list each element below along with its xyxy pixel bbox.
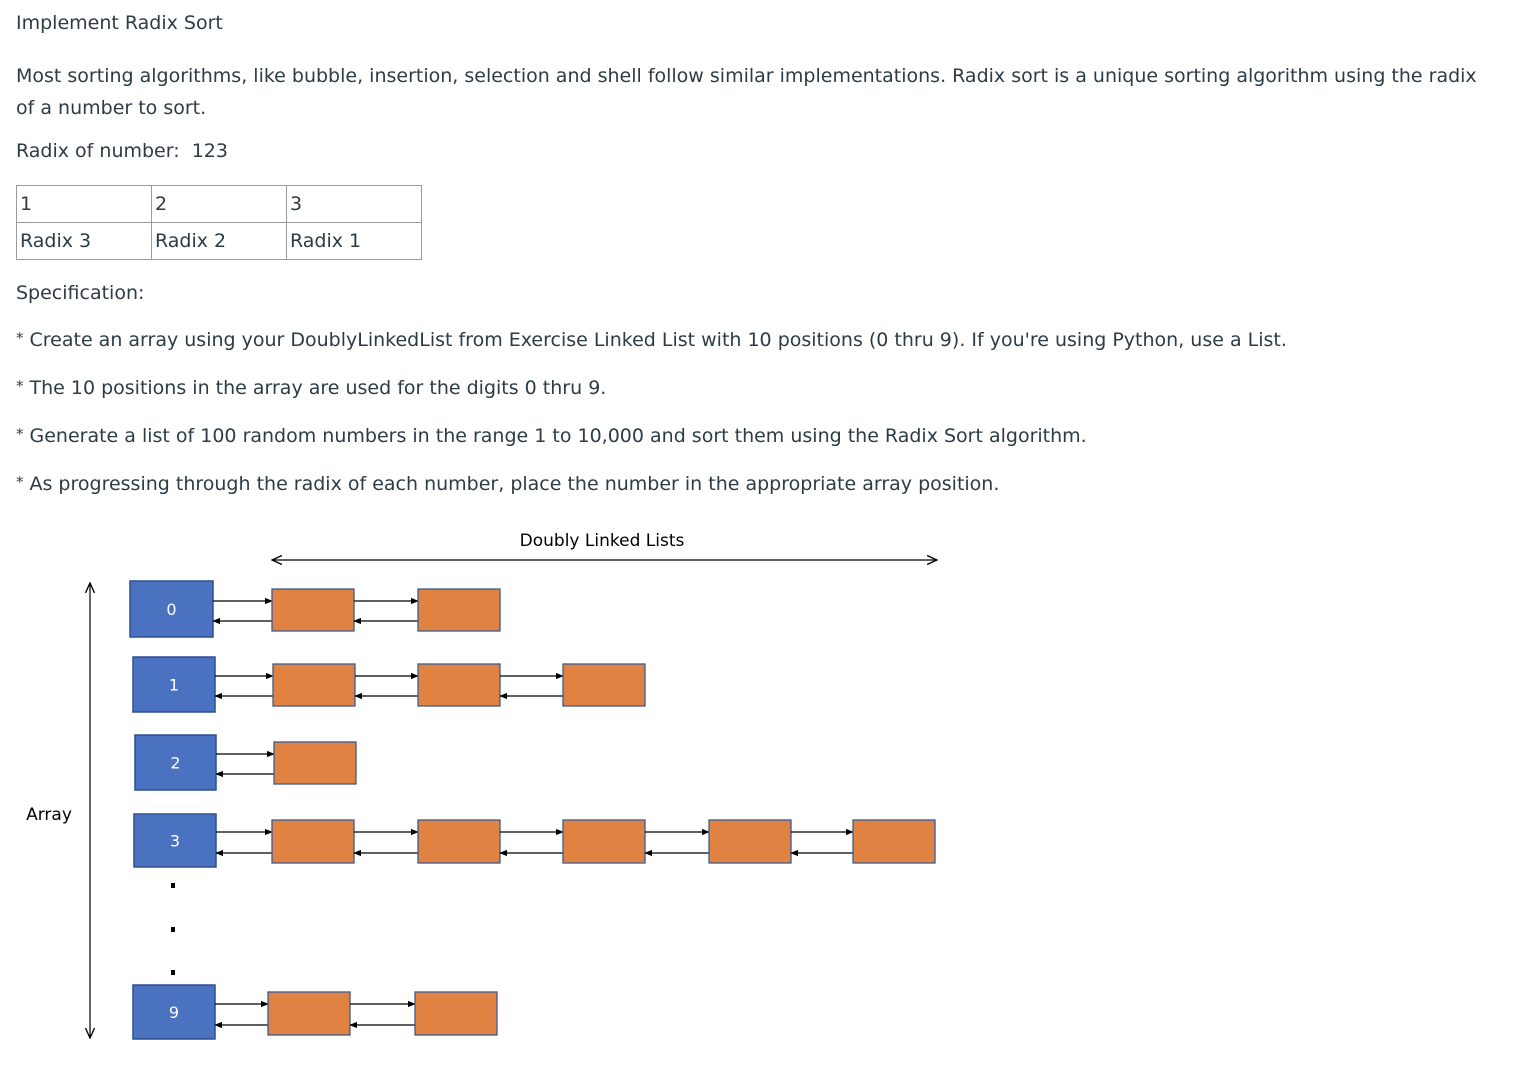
linked-list-node [274, 742, 356, 784]
array-index-label: 9 [168, 1003, 180, 1022]
array-index-label: 1 [168, 675, 180, 695]
linked-list-node [273, 664, 355, 706]
diagram-row [133, 657, 645, 712]
bullet-text: As progressing through the radix of each number, place the number in the appropriate array position. [29, 473, 1000, 495]
radix-position-cell: Radix 3 [17, 223, 152, 260]
linked-list-node [268, 992, 350, 1035]
linked-list-node [563, 664, 645, 706]
bullet-text: Generate a list of 100 random numbers in the range 1 to 10,000 and sort them using the Radix Sort algorithm. [29, 425, 1087, 447]
linked-list-node [563, 820, 645, 863]
linked-list-node [272, 820, 354, 863]
linked-list-node [709, 820, 791, 863]
page-title: Implement Radix Sort [16, 12, 223, 34]
ellipsis-dots [171, 883, 175, 975]
linked-list-node [418, 664, 500, 706]
array-index-label: 0 [166, 600, 177, 619]
bullet-text: Create an array using your DoublyLinkedList from Exercise Linked List with 10 positions (0 thru 9). If you're using Python, use a List. [29, 329, 1287, 351]
diagram-row [135, 735, 356, 790]
bullet-marker: * [16, 473, 24, 491]
radix-example-label: Radix of number: [16, 140, 180, 162]
radix-digit-cell: 1 [17, 186, 152, 223]
diagram-row [130, 581, 500, 637]
diagram-row [134, 814, 935, 867]
linked-list-node [272, 589, 354, 631]
doubly-linked-lists-label: Doubly Linked Lists [519, 531, 685, 551]
array-index-label: 3 [169, 831, 181, 851]
linked-list-node [853, 820, 935, 863]
array-index-label: 2 [170, 753, 181, 773]
radix-digit-cell: 2 [152, 186, 287, 223]
ellipsis-dot [171, 927, 175, 932]
diagram-row [133, 985, 497, 1039]
radix-digit-cell: 3 [287, 186, 422, 223]
bullet-marker: * [16, 377, 24, 395]
bullet-marker: * [16, 329, 24, 347]
linked-list-node [415, 992, 497, 1035]
radix-position-cell: Radix 2 [152, 223, 287, 260]
array-label: Array [26, 805, 72, 825]
radix-example-value: 123 [191, 140, 228, 162]
linked-list-node [418, 820, 500, 863]
bullet-marker: * [16, 425, 24, 443]
radix-position-cell: Radix 1 [287, 223, 422, 260]
ellipsis-dot [171, 970, 175, 975]
diagram-rows [130, 581, 935, 1039]
linked-list-node [418, 589, 500, 631]
specification-heading: Specification: [16, 282, 145, 304]
intro-paragraph: Most sorting algorithms, like bubble, insertion, selection and shell follow similar implementations. Radix sort is a unique sorting algorithm using the radix of a number to sort. [16, 65, 1477, 119]
ellipsis-dot [171, 883, 175, 888]
bullet-text: The 10 positions in the array are used for the digits 0 thru 9. [29, 377, 607, 399]
